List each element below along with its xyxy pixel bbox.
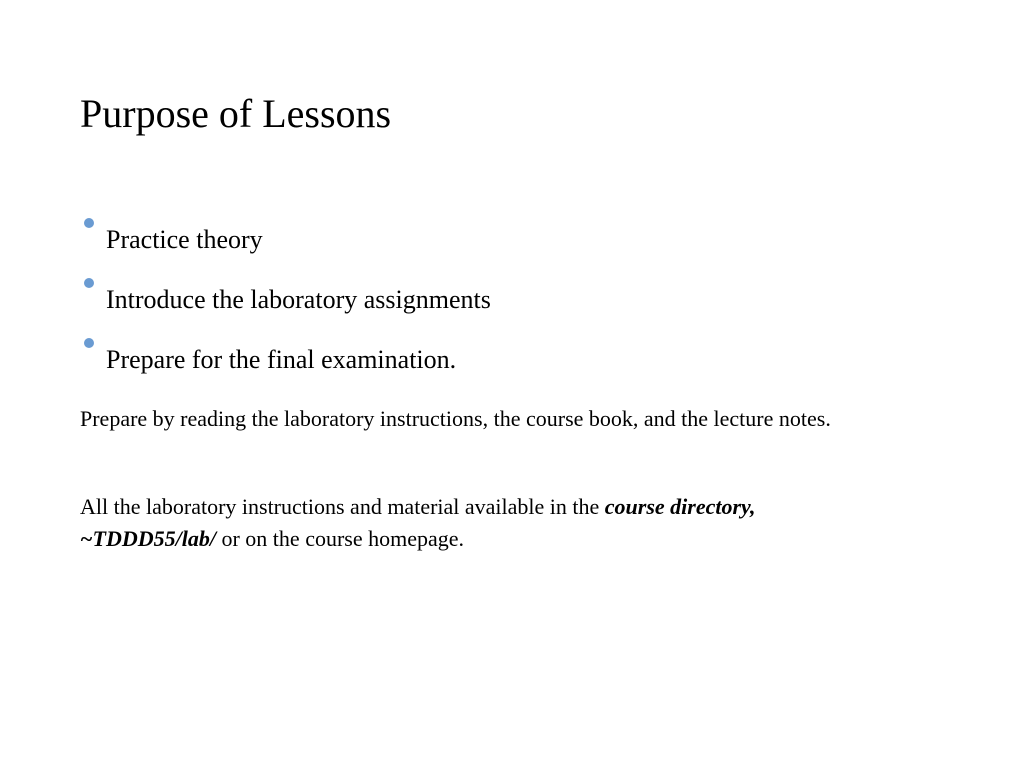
paragraph-suffix: or on the course homepage. bbox=[215, 526, 465, 551]
bullet-text: Introduce the laboratory assignments bbox=[106, 285, 491, 314]
paragraph-prefix: All the laboratory instructions and material available in the bbox=[80, 494, 605, 519]
course-directory-emphasis: course directory, bbox=[604, 494, 756, 519]
course-directory-paragraph bbox=[80, 491, 940, 555]
preparation-paragraph: Prepare by reading the laboratory instructions, the course book, and the lecture notes. bbox=[80, 406, 831, 431]
bullet-text: Prepare for the final examination. bbox=[106, 345, 457, 374]
course-directory-path: ~TDDD55/lab/ bbox=[80, 526, 216, 551]
bullet-text: Practice theory bbox=[106, 225, 263, 254]
bullet-dot-icon bbox=[84, 218, 94, 228]
bullet-dot-icon bbox=[84, 338, 94, 348]
slide-title: Purpose of Lessons bbox=[80, 91, 392, 136]
bullet-dot-icon bbox=[84, 278, 94, 288]
